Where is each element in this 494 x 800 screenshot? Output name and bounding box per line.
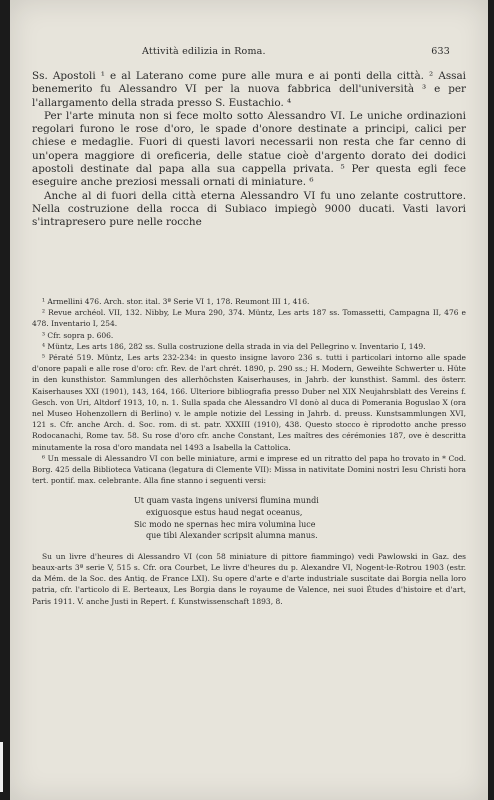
footnote: ¹ Armellini 476. Arch. stor. ital. 3ª Serie VI 1, 178. Reumont III 1, 416. [42,297,310,306]
paragraph: Per l'arte minuta non si fece molto sotto Alessandro VI. Le uniche ordinazioni regolari furono le rose d'oro, le spade d'onore destinate a principi, calici per chiese e medaglie. Fuori di questi lavori necessarii non resta che far cenno di un'opera maggiore di oreficeria, delle statue cioè d'argento dorato dei dodici apostoli destinate dal papa alla sua cappella privata. ⁵ Per questa egli fece eseguire anche preziosi messali ornati di miniature. ⁶ [32,109,466,189]
scan-edge-bar [0,742,3,792]
verse-line: Sic modo ne spernas hec mira volumina luce [134,519,316,529]
running-title: Attività edilizia in Roma. [142,46,266,57]
book-page [10,0,488,800]
footnote: ⁴ Müntz, Les arts 186, 282 ss. Sulla costruzione della strada in via del Pellegrino v. Inventario I, 149. [42,341,426,351]
main-text [32,70,466,230]
footnote: ⁵ Pératé 519. Müntz, Les arts 232-234: in questo insigne lavoro 236 s. tutti i particolari intorno alle spade d'onore papali e alle rose d'oro: cfr. Rev. de l'art chrét. 1890, p. 290 ss.; H. Modern, Geweihte Schwerter u. Hüte in den kunsthistor. Sammlungen des allerhöchsten Kaiserhauses, in Jahrb. der kunsthist. Samml. des österr. Kaiserhauses XXI (1901), 143, 164, 166. Ulteriore bibliografia presso Duber nel XIX Neujahrsblatt des Vereins f. Gesch. von Uri, Altdorf 1913, 10, n. 1. Sulla spada che Alessandro VI donò al duca di Pomerania Boguslao X (ora nel Museo Hohenzollern di Berlino) v. le ample notizie del Lessing in Jahrb. d. preuss. Kunstsammlungen XVI, 121 s. Cfr. anche Arch. d. Soc. rom. di st. patr. XXXIII (1910), 438. Questo stocco è riprodotto anche presso Rodocanachi, Rome tav. 58. Su rose d'oro cfr. anche Constant, Les maîtres des cérémonies 187, ove è descritta minutamente la rosa d'oro mandata nel 1493 a Isabella la Cattolica. [32,353,466,452]
verse-line: que tibi Alexander scripsit alumna manus. [146,531,318,541]
footnote: ³ Cfr. sopra p. 606. [42,330,114,340]
footnotes [32,296,466,607]
page-number: 633 [431,46,450,57]
latin-verse [134,495,466,541]
paragraph: Ss. Apostoli ¹ e al Laterano come pure alle mura e ai ponti della città. ² Assai benemerito fu Alessandro VI per la nuova fabbrica dell'università ³ e per l'allargamento della strada presso S. Eustachio. ⁴ [32,70,466,109]
verse-line: Ut quam vasta ingens universi flumina mundi [134,496,319,506]
verse-line: exiguosque estus haud negat oceanus, [146,508,303,518]
footnote: ⁶ Un messale di Alessandro VI con belle miniature, armi e imprese ed un ritratto del papa ho trovato in * Cod. Borg. 425 della Biblioteca Vaticana (legatura di Clemente VII): Missa in nativitate Domini nostri Iesu Christi hora tert. pontif. max. celebrante. Alla fine stanno i seguenti versi: [32,453,466,486]
footnote-continuation: Su un livre d'heures di Alessandro VI (con 58 miniature di pittore fiammingo) vedi Pawlowski in Gaz. des beaux-arts 3ª serie V, 515 s. Cfr. ora Courbet, Le livre d'heures du p. Alexandre VI, Nogent-le-Rotrou 1903 (estr. da Mém. de la Soc. des Antiq. de France LXI). Su opere d'arte e d'arte industriale suscitate dai Borgia nella loro patria, cfr. l'articolo di E. Berteaux, Les Borgia dans le royaume de Valence, nei suoi Études d'histoire et d'art, Paris 1911. V. anche Justi in Repert. f. Kunstwissenschaft 1893, 8. [32,551,466,606]
running-header [34,46,464,60]
paragraph: Anche al di fuori della città eterna Alessandro VI fu uno zelante costruttore. Nella costruzione della rocca di Subiaco impiegò 9000 ducati. Vasti lavori s'intrapresero pure nelle rocche [32,189,466,229]
footnote: ² Revue archéol. VII, 132. Nibby, Le Mura 290, 374. Müntz, Les arts 187 ss. Tomassetti, Campagna II, 476 e 478. Inventario I, 254. [32,308,466,329]
